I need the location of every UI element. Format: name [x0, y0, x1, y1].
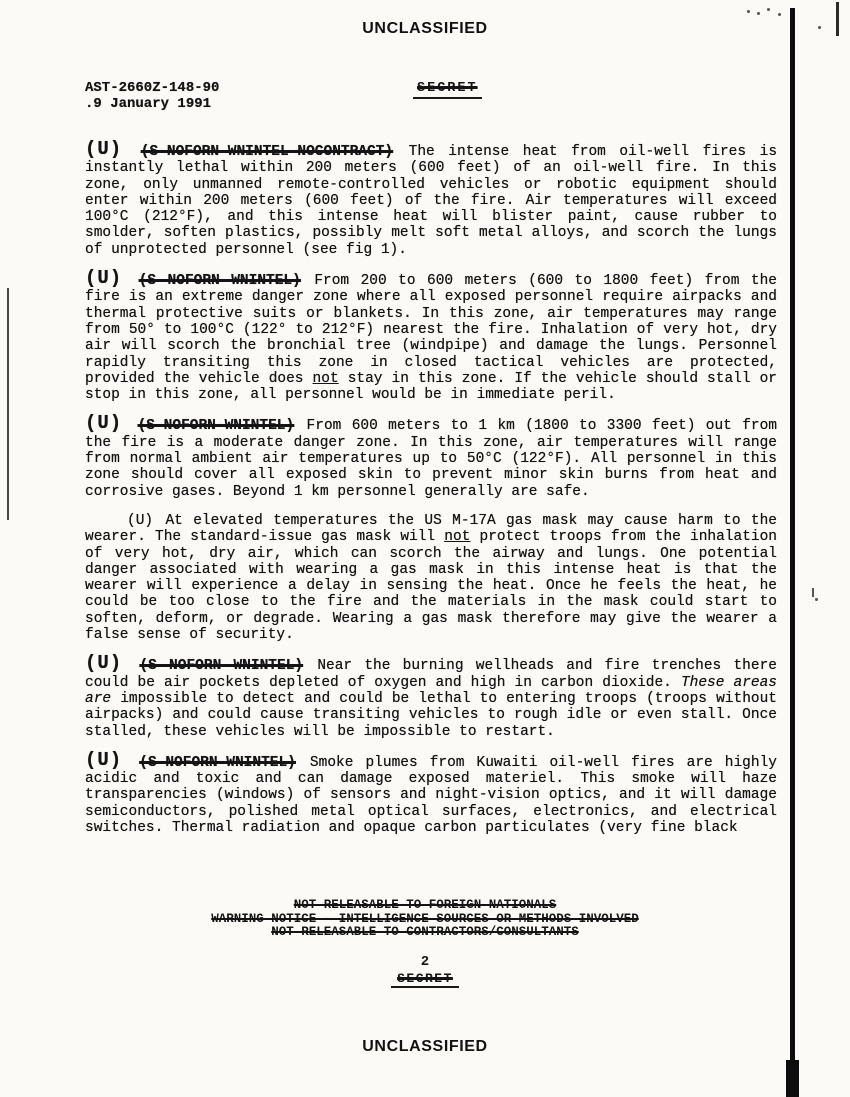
body-text: not: [312, 370, 339, 387]
document-number: AST-2660Z-148-90: [85, 80, 220, 96]
struck-classification-caveat: (S NOFORN WNINTEL): [138, 273, 301, 290]
body-text: At elevated temperatures the US M-17A gas mask may cause harm to the wearer. The standard-issue gas mask will: [85, 512, 777, 546]
struck-classification-caveat: (S NOFORN WNINTEL): [139, 658, 304, 675]
scan-artifact: [767, 8, 770, 11]
declassification-marker: (U): [85, 412, 123, 435]
body-text: stay in this zone. If the vehicle should stall or stop in this zone, all personnel would be in immediate peril.: [85, 370, 777, 404]
scan-artifact: [757, 12, 760, 15]
struck-classification-caveat: (S-NOFORN-WNINTEL): [139, 754, 296, 771]
footer-classification-struck: [0, 971, 850, 986]
header-classification-struck: SECRET: [413, 81, 482, 99]
document-body: [85, 138, 778, 849]
body-text: Smoke plumes from Kuwaiti oil-well fires are highly acidic and toxic and can damage exposed materiel. This smoke will haze transparencies (windows) of sensors and night-vision optics, and it will damage semiconductors, polished metal optical surfaces, electronics, and electrical switches. Thermal radiation and opaque carbon particulates (very fine black: [85, 754, 777, 836]
paragraph: [85, 748, 777, 836]
body-text: These areas are: [85, 674, 778, 707]
footer-classification-text: SECRET: [391, 971, 459, 988]
body-text: The intense heat from oil-well fires is instantly lethal within 200 meters (600 feet) of an oil-well fire. In this zone, only unmanned remote-controlled vehicles or robotic equipment should enter within 200 meters (600 feet) of the fire. Air temperatures will exceed 100°C (212°F), and this intense heat will blister paint, cause rubber to smolder, soften plastics, possibly melt soft metal alloys, and scorch the lungs of unprotected personnel (see fig 1).: [85, 144, 778, 258]
paragraph: [85, 267, 777, 404]
declassification-marker: (U): [85, 652, 123, 675]
bottom-classification-banner: UNCLASSIFIED: [362, 1038, 488, 1055]
paragraph: [85, 652, 778, 740]
paragraph: [85, 513, 777, 643]
declassification-marker: (U): [85, 138, 123, 160]
paragraph: [85, 138, 778, 258]
paragraph: [85, 412, 778, 500]
struck-classification-caveat: (S-NOFORN-WNINTEL): [137, 418, 295, 435]
page-number: 2: [420, 954, 430, 970]
body-text: impossible to detect and could be lethal to entering troops (troops without airpacks) and could cause transiting vehicles to rough idle or even stall. Once stalled, these vehicles will be impossible to restart.: [85, 690, 778, 740]
declassification-marker: (U): [85, 267, 123, 290]
body-text: not: [444, 529, 471, 546]
document-header: [85, 80, 777, 112]
footer-warnings: [0, 899, 850, 940]
scan-artifact: [812, 588, 814, 597]
scan-artifact: [786, 1060, 799, 1097]
declassification-marker: (U): [127, 512, 154, 529]
body-text: Near the burning wellheads and fire trenches there could be air pockets depleted of oxygen and high in carbon dioxide.: [85, 658, 777, 691]
body-text: From 200 to 600 meters (600 to 1800 feet) from the fire is an extreme danger zone where all exposed personnel require airpacks and thermal protective suits or blankets. In this zone, air temperatures may range from 50° to 100°C (122° to 212°F) nearest the fire. Inhalation of very hot, dry air will scorch the bronchial tree (windpipe) and damage the lungs. Personnel rapidly transiting this zone in closed tactical vehicles are protected, provided the vehicle does: [85, 273, 777, 387]
scan-artifact: [747, 10, 750, 13]
body-text: protect troops from the inhalation of very hot, dry air, which can scorch the airway and lungs. One potential danger associated with wearing a gas mask in this intense heat is that the wearer will experience a delay in sensing the heat. Once he feels the heat, he could be too close to the fire and the materials in the mask could start to soften, deform, or degrade. Wearing a gas mask therefore may give the wearer a false sense of security.: [85, 529, 778, 644]
top-classification-banner: UNCLASSIFIED: [362, 20, 488, 37]
warning-line-struck: NOT RELEASABLE TO CONTRACTORS/CONSULTANTS: [271, 925, 579, 939]
declassification-marker: (U): [85, 748, 123, 771]
warning-line-struck: NOT RELEASABLE TO FOREIGN NATIONALS: [293, 898, 557, 912]
body-text: From 600 meters to 1 km (1800 to 3300 feet) out from the fire is a moderate danger zone. In this zone, air temperatures will range from normal ambient air temperatures up to 50°C (122°F). All personnel in this zone should cover all exposed skin to prevent minor skin burns from heat and corrosive gases. Beyond 1 km personnel generally are safe.: [85, 418, 778, 500]
warning-line-struck: WARNING NOTICE - INTELLIGENCE SOURCES OR METHODS INVOLVED: [211, 911, 639, 926]
scan-artifact: [778, 13, 781, 16]
struck-classification-caveat: (S-NOFORN-WNINTEL-NOCONTRACT): [140, 144, 394, 160]
scan-artifact: [7, 288, 9, 520]
document-date: .9 January 1991: [85, 96, 212, 112]
scan-artifact: [815, 598, 818, 601]
